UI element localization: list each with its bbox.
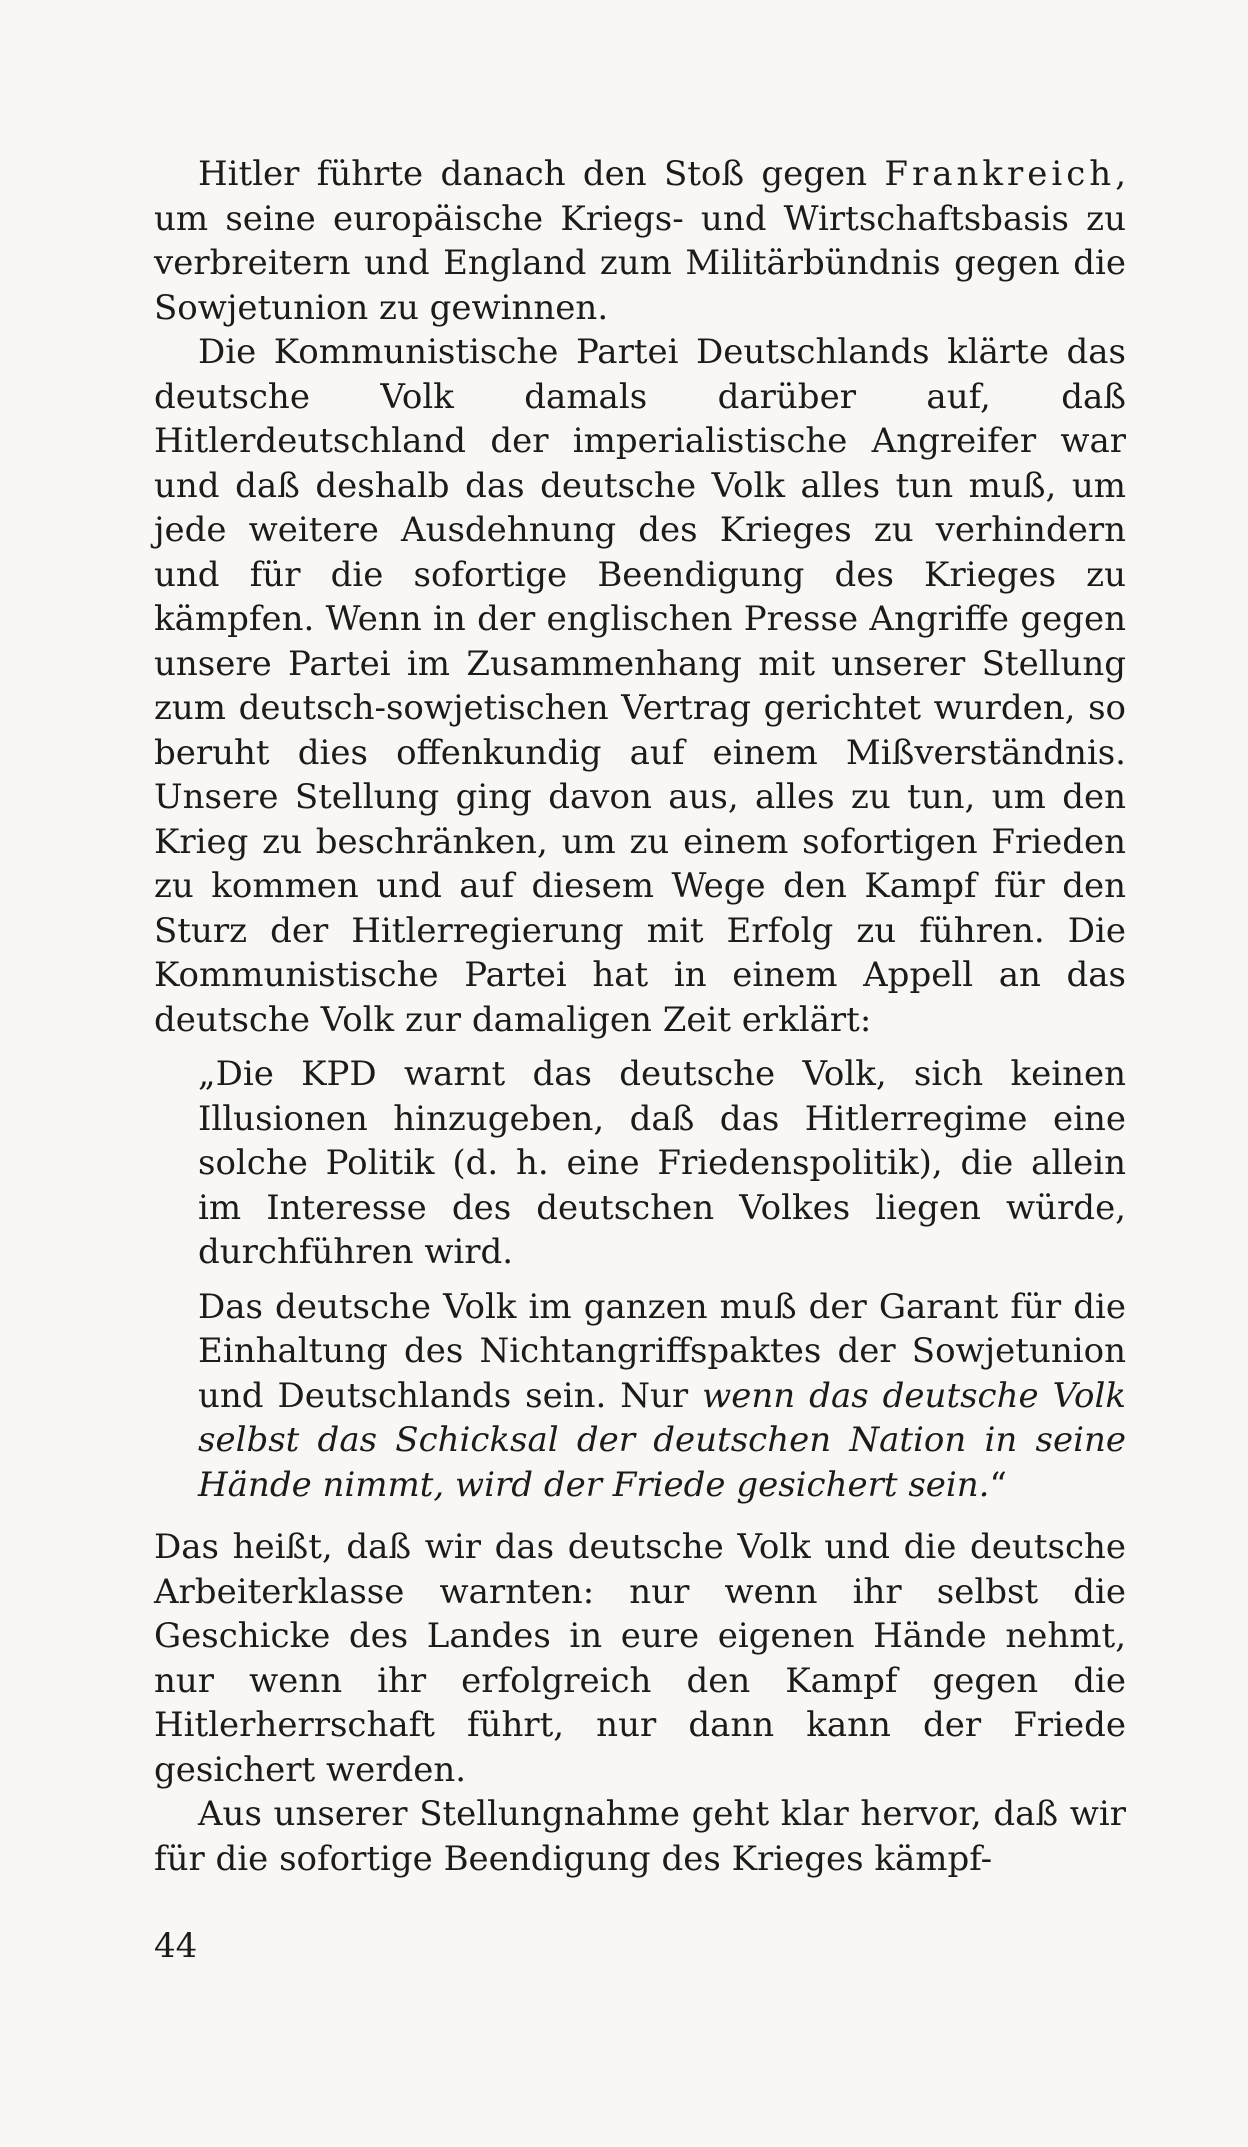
paragraph-1-spaced-word: Frankreich <box>884 154 1116 194</box>
paragraph-4: Aus unserer Stellungnahme geht klar hervor, daß wir für die sofortige Beendigung des Krieges kämpf- <box>154 1794 1126 1879</box>
paragraph-1 <box>154 152 1126 330</box>
paragraph-3: Das heißt, daß wir das deutsche Volk und die deutsche Arbeiterklasse warnten: nur wenn ihr selbst die Geschicke des Landes in eure eigenen Hände nehmt, nur wenn ihr erfolgreich den Kampf gegen die Hitlerherrschaft führt, nur dann kann der Friede gesichert werden. <box>154 1527 1126 1790</box>
paragraph-1-before: Hitler führte danach den Stoß gegen <box>198 154 885 194</box>
quote-2-regular: Das deutsche Volk im ganzen muß der Garant für die Einhaltung des Nichtangriffspaktes der Sowjetunion und Deutschlands sein. Nur <box>198 1286 1126 1416</box>
quote-2-italic: wenn das deutsche Volk selbst das Schicksal der deutschen Nation in seine Hände nimmt, wird der Friede gesichert sein. <box>198 1375 1126 1505</box>
page-number: 44 <box>154 1926 198 1966</box>
quote-paragraph-1: „Die KPD warnt das deutsche Volk, sich keinen Illusionen hinzugeben, daß das Hitlerregime eine solche Politik (d. h. eine Friedenspolitik), die allein im Interesse des deutschen Volkes liegen würde, durchführen wird. <box>198 1054 1126 1272</box>
paragraph-2: Die Kommunistische Partei Deutschlands klärte das deutsche Volk damals darüber auf, daß Hitlerdeutschland der imperialistische Angreifer war und daß deshalb das deutsche Volk alles tun muß, um jede weitere Ausdehnung des Krieges zu verhindern und für die sofortige Beendigung des Krieges zu kämpfen. Wenn in der englischen Presse Angriffe gegen unsere Partei im Zusammenhang mit unserer Stellung zum deutsch-sowjetischen Vertrag gerichtet wurden, so beruht dies offenkundig auf einem Mißverständnis. Unsere Stellung ging davon aus, alles zu tun, um den Krieg zu beschränken, um zu einem sofortigen Frieden zu kommen und auf diesem Wege den Kampf für den Sturz der Hitlerregierung mit Erfolg zu führen. Die Kommunistische Partei hat in einem Appell an das deutsche Volk zur damaligen Zeit erklärt: <box>154 332 1126 1040</box>
quote-2-closing-mark: “ <box>989 1464 1007 1505</box>
quote-paragraph-2 <box>198 1285 1126 1508</box>
page-body-text <box>154 152 1126 1881</box>
paragraph-1-after: , um seine europäische Kriegs- und Wirtschaftsbasis zu verbreitern und England zum Militärbündnis gegen die Sowjetunion zu gewinnen. <box>154 154 1126 328</box>
